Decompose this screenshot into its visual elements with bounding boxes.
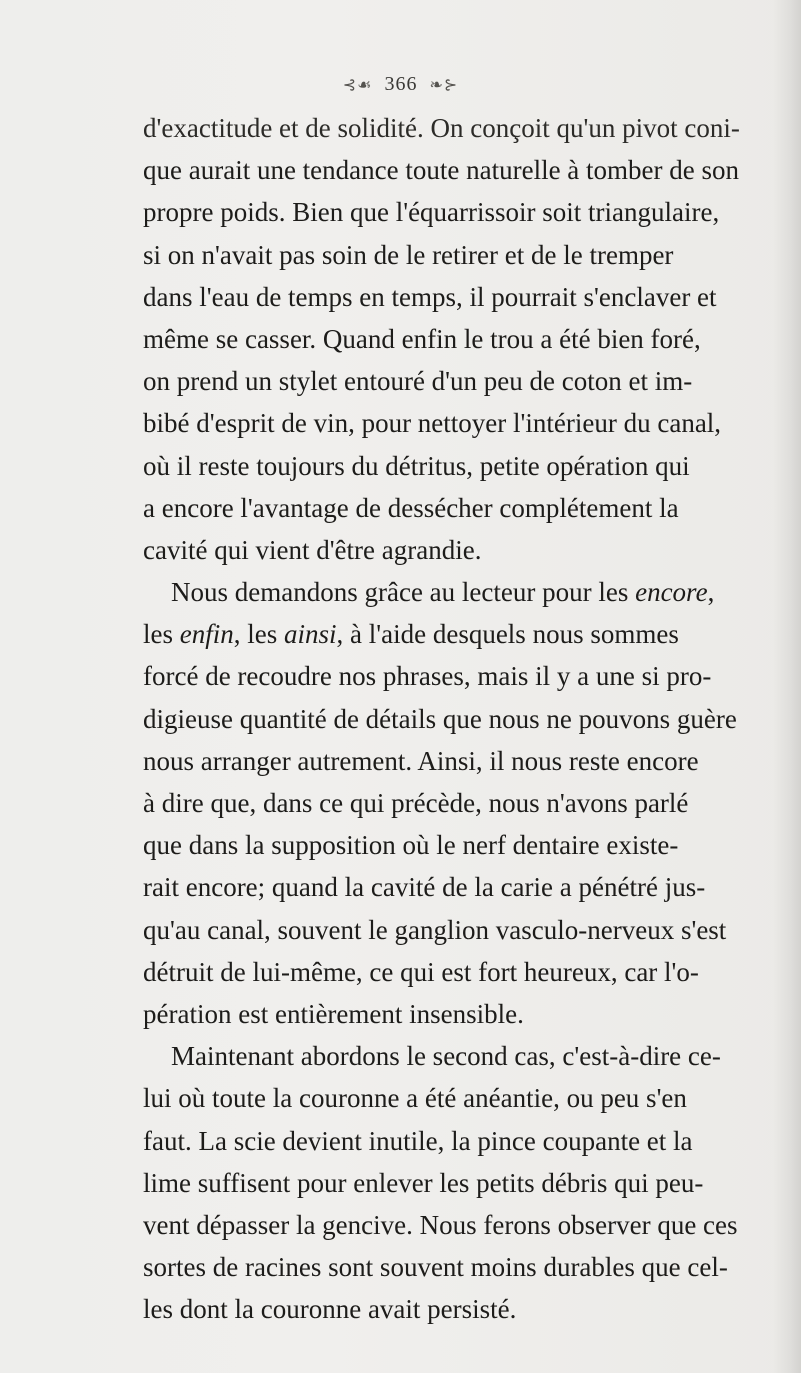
text-line: cavité qui vient d'être agrandie. xyxy=(143,534,482,565)
text-line: vent dépasser la gencive. Nous ferons observer que ces xyxy=(143,1209,738,1240)
text-line xyxy=(143,613,679,655)
text-line: propre poids. Bien que l'équarrissoir soit triangulaire, xyxy=(143,197,720,228)
text-run: les xyxy=(143,619,180,650)
page-edge-shadow xyxy=(773,0,801,1373)
text-line: nous arranger autrement. Ainsi, il nous reste encore xyxy=(143,745,699,776)
text-run: , les xyxy=(233,619,284,650)
ornament-right: ❧⊱ xyxy=(429,77,459,94)
text-line xyxy=(143,571,715,613)
text-run: , xyxy=(707,577,715,608)
text-line: lime suffisent pour enlever les petits débris qui peu- xyxy=(143,1167,704,1198)
paragraph-1 xyxy=(143,107,740,571)
text-line: Maintenant abordons le second cas, c'est-à-dire ce- xyxy=(171,1041,721,1072)
text-line: bibé d'esprit de vin, pour nettoyer l'intérieur du canal, xyxy=(143,408,722,439)
text-line: dans l'eau de temps en temps, il pourrait s'enclaver et xyxy=(143,281,717,312)
text-line: les dont la couronne avait persisté. xyxy=(143,1294,517,1325)
italic-word: enfin xyxy=(179,619,234,650)
italic-word: ainsi xyxy=(284,619,337,650)
text-line: d'exactitude et de solidité. On conçoit qu'un pivot coni- xyxy=(143,113,740,143)
ornament-left: ⊰☙ xyxy=(342,77,373,94)
text-line: a encore l'avantage de dessécher complétement la xyxy=(143,492,679,523)
text-line: si on n'avait pas soin de le retirer et de le tremper xyxy=(143,239,674,270)
text-line: même se casser. Quand enfin le trou a été bien foré, xyxy=(143,323,701,354)
page-number: 366 xyxy=(384,73,418,95)
text-line: pération est entièrement insensible. xyxy=(143,998,524,1029)
text-line: détruit de lui-même, ce qui est fort heureux, car l'o- xyxy=(143,956,699,987)
text-line: que dans la supposition où le nerf dentaire existe- xyxy=(143,830,679,861)
text-line: rait encore; quand la cavité de la carie a pénétré jus- xyxy=(143,872,706,903)
text-line: forcé de recoudre nos phrases, mais il y a une si pro- xyxy=(143,661,712,692)
page-header xyxy=(0,72,801,98)
body-text xyxy=(143,107,740,1330)
italic-word: encore xyxy=(635,577,708,608)
text-line: sortes de racines sont souvent moins durables que cel- xyxy=(143,1252,728,1283)
text-line: à dire que, dans ce qui précède, nous n'avons parlé xyxy=(143,788,689,818)
text-line: lui où toute la couronne a été anéantie, ou peu s'en xyxy=(143,1083,687,1114)
paragraph-3 xyxy=(143,1035,738,1330)
text-line: digieuse quantité de détails que nous ne pouvons guère xyxy=(143,703,737,734)
text-line: faut. La scie devient inutile, la pince coupante et la xyxy=(143,1125,693,1156)
text-run: , à l'aide desquels nous sommes xyxy=(336,619,679,650)
paragraph-2 xyxy=(143,571,737,1035)
text-line: on prend un stylet entouré d'un peu de coton et im- xyxy=(143,366,693,397)
text-line: qu'au canal, souvent le ganglion vasculo-nerveux s'est xyxy=(143,914,727,945)
text-run: Nous demandons grâce au lecteur pour les xyxy=(171,577,636,608)
text-line: où il reste toujours du détritus, petite opération qui xyxy=(143,450,690,481)
text-line: que aurait une tendance toute naturelle à tomber de son xyxy=(143,155,740,186)
